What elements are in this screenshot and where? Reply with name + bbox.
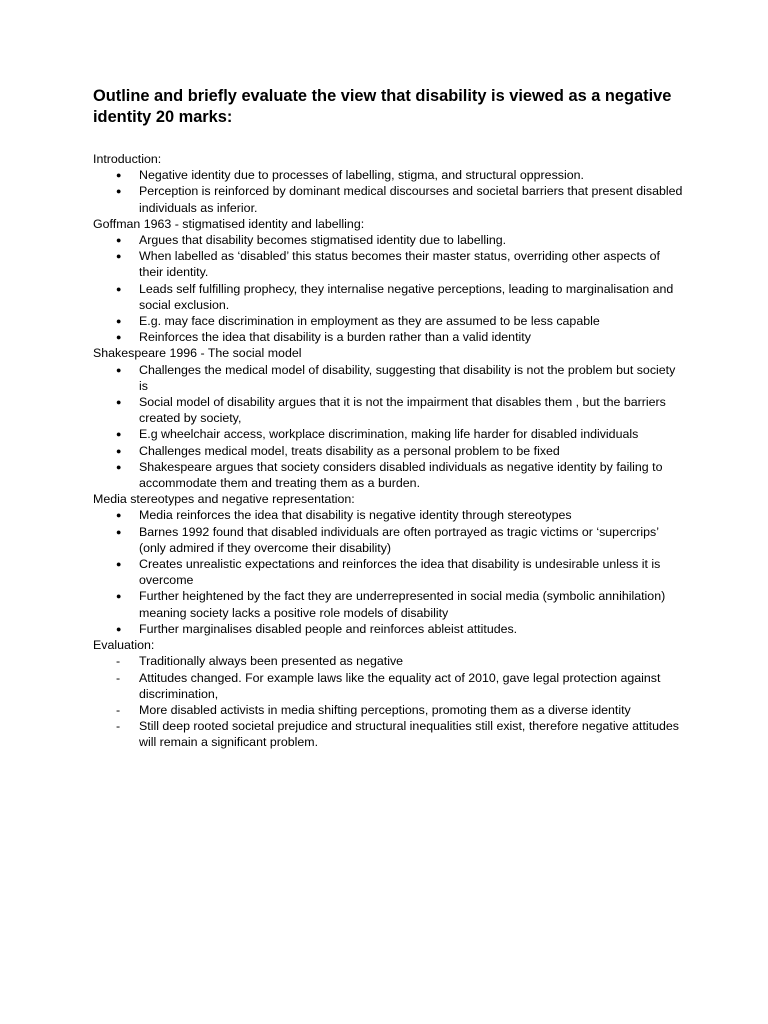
bullet-marker: ●: [116, 235, 122, 246]
document-body: [93, 151, 683, 751]
list-item: [93, 426, 683, 442]
bullet-marker: ●: [116, 316, 122, 327]
list-item-text: Challenges medical model, treats disability as a personal problem to be fixed: [139, 443, 560, 458]
bullet-marker: ●: [116, 445, 122, 456]
list-item-text: Negative identity due to processes of labelling, stigma, and structural oppression.: [139, 168, 584, 183]
list-item: [93, 459, 683, 491]
list-item: [93, 507, 683, 523]
bullet-marker: ●: [116, 186, 122, 197]
list-item: [93, 556, 683, 588]
document-title: Outline and briefly evaluate the view that disability is viewed as a negative identity 20 marks:: [93, 87, 672, 126]
list-item-text: Reinforces the idea that disability is a burden rather than a valid identity: [139, 330, 531, 345]
list-item: [93, 248, 683, 280]
list-item: [93, 588, 683, 620]
document-page: [93, 86, 683, 751]
list-item-text: Leads self fulfilling prophecy, they internalise negative perceptions, leading to marginalisation and social exclusion.: [139, 281, 674, 312]
bullet-marker: ●: [116, 397, 122, 408]
bullet-marker: ●: [116, 559, 122, 570]
list-item-text: E.g wheelchair access, workplace discrimination, making life harder for disabled individuals: [139, 427, 639, 442]
dash-marker: -: [116, 654, 121, 669]
bullet-marker: ●: [116, 623, 122, 634]
list-item-text: Traditionally always been presented as negative: [139, 654, 404, 669]
list-item-text: Barnes 1992 found that disabled individuals are often portrayed as tragic victims or ‘supercrips’ (only admired if they overcome their disability): [139, 524, 659, 555]
list-item: [93, 362, 683, 394]
bullet-marker: ●: [116, 251, 122, 262]
list-item-text: Argues that disability becomes stigmatised identity due to labelling.: [139, 233, 507, 248]
bullet-marker: ●: [116, 429, 122, 440]
section-list: [93, 167, 683, 216]
list-item: [93, 670, 683, 702]
section-list: [93, 653, 683, 750]
bullet-marker: ●: [116, 510, 122, 521]
list-item-text: Further heightened by the fact they are underrepresented in social media (symbolic annihilation) meaning society lacks a positive role models of disability: [139, 589, 666, 620]
bullet-marker: ●: [116, 591, 122, 602]
list-item: [93, 232, 683, 248]
section-list: [93, 507, 683, 637]
section-heading: Shakespeare 1996 - The social model: [93, 346, 302, 361]
list-item: [93, 281, 683, 313]
list-item-text: Social model of disability argues that it is not the impairment that disables them , but the barriers created by society,: [139, 395, 666, 426]
list-item: [93, 718, 683, 750]
dash-marker: -: [116, 670, 121, 685]
bullet-marker: ●: [116, 170, 122, 181]
section-heading: Introduction:: [93, 152, 162, 166]
list-item-text: Perception is reinforced by dominant medical discourses and societal barriers that present disabled individuals as inferior.: [139, 184, 683, 215]
list-item-text: When labelled as ‘disabled’ this status becomes their master status, overriding other aspects of their identity.: [139, 249, 660, 280]
list-item: [93, 313, 683, 329]
list-item: [93, 524, 683, 556]
list-item: [93, 183, 683, 215]
list-item: [93, 167, 683, 183]
list-item-text: Creates unrealistic expectations and reinforces the idea that disability is undesirable unless it is overcome: [139, 557, 661, 588]
bullet-marker: ●: [116, 332, 122, 343]
bullet-marker: ●: [116, 526, 122, 537]
list-item: [93, 621, 683, 637]
bullet-marker: ●: [116, 283, 122, 294]
section-heading: Media stereotypes and negative representation:: [93, 492, 355, 507]
section-heading: Goffman 1963 - stigmatised identity and labelling:: [93, 216, 365, 231]
list-item: [93, 702, 683, 718]
bullet-marker: ●: [116, 364, 122, 375]
dash-marker: -: [116, 702, 121, 717]
list-item: [93, 443, 683, 459]
list-item-text: Shakespeare argues that society considers disabled individuals as negative identity by failing to accommodate them and treating them as a burden.: [139, 459, 663, 491]
list-item: [93, 394, 683, 426]
list-item-text: Further marginalises disabled people and reinforces ableist attitudes.: [139, 621, 518, 636]
list-item-text: Still deep rooted societal prejudice and structural inequalities still exist, therefore negative attitudes will remain a significant problem.: [139, 719, 679, 750]
section-heading: Evaluation:: [93, 638, 155, 653]
section-list: [93, 362, 683, 492]
list-item: [93, 329, 683, 345]
section-list: [93, 232, 683, 345]
list-item: [93, 653, 683, 669]
list-item-text: More disabled activists in media shifting perceptions, promoting them as a diverse identity: [139, 702, 631, 717]
dash-marker: -: [116, 719, 121, 734]
list-item-text: Media reinforces the idea that disability is negative identity through stereotypes: [139, 508, 572, 523]
bullet-marker: ●: [116, 461, 122, 472]
list-item-text: Challenges the medical model of disability, suggesting that disability is not the problem but society is: [139, 362, 676, 393]
list-item-text: Attitudes changed. For example laws like the equality act of 2010, gave legal protection against discrimination,: [139, 670, 661, 701]
list-item-text: E.g. may face discrimination in employment as they are assumed to be less capable: [139, 314, 600, 329]
